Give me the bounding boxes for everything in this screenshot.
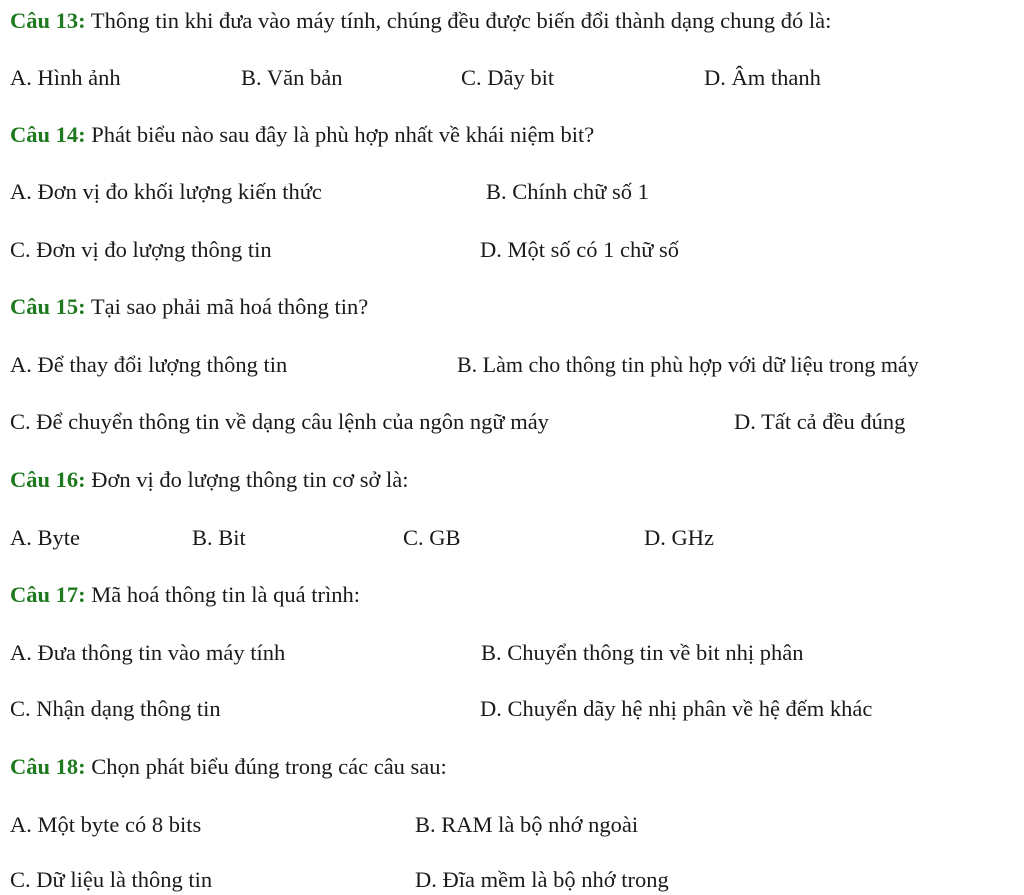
option-b: B. RAM là bộ nhớ ngoài (415, 812, 639, 837)
option-b: B. Làm cho thông tin phù hợp với dữ liệu trong máy (457, 352, 919, 377)
question-13 (10, 6, 831, 36)
option-a: A. Byte (10, 525, 80, 550)
option-b: B. Văn bản (241, 65, 343, 90)
option-a: A. Đưa thông tin vào máy tính (10, 640, 286, 665)
option-b: B. Chính chữ số 1 (486, 179, 649, 204)
question-label: Câu 15: (10, 294, 86, 319)
question-text: Tại sao phải mã hoá thông tin? (85, 294, 369, 319)
option-a: A. Để thay đổi lượng thông tin (10, 352, 288, 377)
question-label: Câu 14: (10, 122, 86, 147)
option-b: B. Chuyển thông tin về bit nhị phân (481, 640, 804, 665)
question-text: Đơn vị đo lượng thông tin cơ sở là: (85, 467, 409, 492)
question-label: Câu 18: (10, 754, 86, 779)
option-c: C. Dữ liệu là thông tin (10, 867, 213, 892)
option-d: D. Tất cả đều đúng (734, 409, 906, 434)
option-d: D. Đĩa mềm là bộ nhớ trong (415, 867, 669, 892)
question-text: Phát biểu nào sau đây là phù hợp nhất về khái niệm bit? (85, 122, 595, 147)
option-c: C. Đơn vị đo lượng thông tin (10, 237, 272, 262)
option-d: D. Âm thanh (704, 65, 821, 90)
question-label: Câu 13: (10, 8, 86, 33)
question-text: Mã hoá thông tin là quá trình: (85, 582, 360, 607)
question-label: Câu 17: (10, 582, 86, 607)
option-d: D. Chuyển dãy hệ nhị phân về hệ đếm khác (480, 696, 873, 721)
option-a: A. Hình ảnh (10, 65, 121, 90)
option-b: B. Bit (192, 525, 246, 550)
question-17 (10, 580, 360, 610)
question-14 (10, 120, 594, 150)
option-c: C. Dãy bit (461, 65, 555, 90)
option-c: C. Nhận dạng thông tin (10, 696, 221, 721)
question-15 (10, 292, 368, 322)
option-a: A. Đơn vị đo khối lượng kiến thức (10, 179, 322, 204)
option-c: C. GB (403, 525, 461, 550)
question-text: Chọn phát biểu đúng trong các câu sau: (85, 754, 447, 779)
question-16 (10, 465, 409, 495)
option-c: C. Để chuyển thông tin về dạng câu lệnh của ngôn ngữ máy (10, 409, 549, 434)
question-text: Thông tin khi đưa vào máy tính, chúng đều được biến đổi thành dạng chung đó là: (85, 8, 832, 33)
option-d: D. GHz (644, 525, 714, 550)
question-label: Câu 16: (10, 467, 86, 492)
option-a: A. Một byte có 8 bits (10, 812, 202, 837)
option-d: D. Một số có 1 chữ số (480, 237, 680, 262)
question-18 (10, 752, 447, 782)
